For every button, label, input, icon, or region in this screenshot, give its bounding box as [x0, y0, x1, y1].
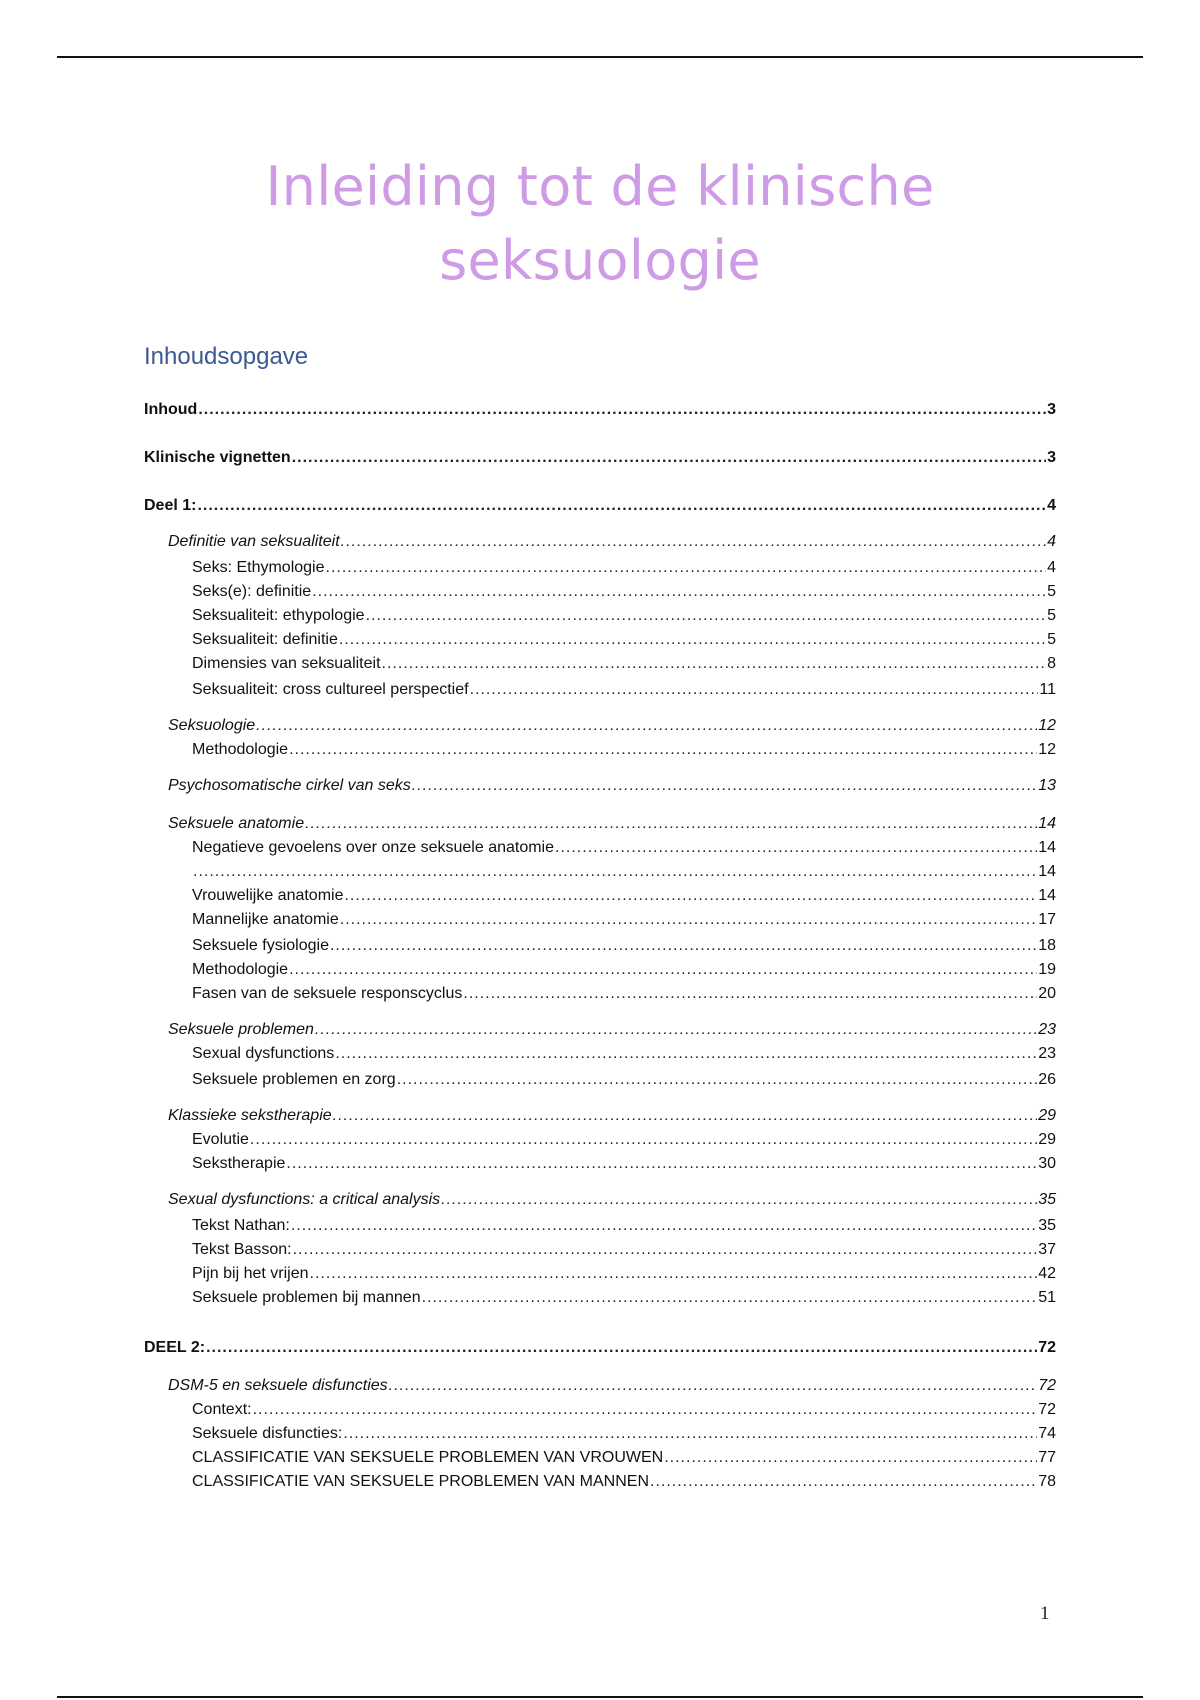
- toc-entry-page: 30: [1038, 1155, 1056, 1172]
- toc-entry-page: 17: [1038, 911, 1056, 928]
- toc-entry-label: Inhoud: [144, 401, 198, 418]
- toc-entry-page: 3: [1047, 401, 1056, 418]
- toc-entry-label: Psychosomatische cirkel van seks: [168, 777, 411, 794]
- toc-entry[interactable]: [192, 886, 1056, 906]
- toc-leader-dots: [341, 532, 1046, 552]
- toc-entry-page: 72: [1038, 1401, 1056, 1418]
- toc-entry[interactable]: [192, 1400, 1056, 1420]
- toc-leader-dots: [312, 582, 1046, 602]
- toc-leader-dots: [555, 838, 1037, 858]
- toc-entry[interactable]: [144, 400, 1056, 420]
- toc-entry[interactable]: [192, 862, 1056, 882]
- toc-leader-dots: [326, 558, 1047, 578]
- toc-leader-dots: [463, 984, 1037, 1004]
- toc-entry-label: Sexual dysfunctions: a critical analysis: [168, 1191, 441, 1208]
- toc-entry-label: Tekst Basson:: [192, 1241, 292, 1258]
- toc-entry[interactable]: [168, 776, 1056, 796]
- toc-leader-dots: [250, 1130, 1037, 1150]
- toc-entry[interactable]: [192, 1070, 1056, 1090]
- toc-entry-label: Pijn bij het vrijen: [192, 1265, 309, 1282]
- toc-entry-page: 78: [1038, 1473, 1056, 1490]
- page-number: 1: [1040, 1603, 1050, 1624]
- toc-entry[interactable]: [192, 838, 1056, 858]
- toc-heading: Inhoudsopgave: [144, 343, 309, 370]
- toc-leader-dots: [330, 936, 1037, 956]
- toc-leader-dots: [650, 1472, 1037, 1492]
- toc-entry[interactable]: [192, 984, 1056, 1004]
- bottom-rule: [57, 1696, 1143, 1698]
- toc-leader-dots: [382, 654, 1047, 674]
- toc-entry[interactable]: [192, 1472, 1056, 1492]
- toc-entry-page: 14: [1038, 863, 1056, 880]
- toc-entry-page: 5: [1047, 631, 1056, 648]
- toc-entry-label: Seksuele anatomie: [168, 815, 305, 832]
- toc-leader-dots: [344, 886, 1037, 906]
- toc-entry[interactable]: [192, 558, 1056, 578]
- toc-entry-page: 4: [1047, 559, 1056, 576]
- toc-leader-dots: [256, 716, 1037, 736]
- toc-leader-dots: [310, 1264, 1038, 1284]
- toc-leader-dots: [470, 680, 1039, 700]
- toc-entry[interactable]: [192, 680, 1056, 700]
- toc-entry[interactable]: [168, 1376, 1056, 1396]
- toc-leader-dots: [422, 1288, 1038, 1308]
- toc-leader-dots: [292, 448, 1046, 468]
- toc-entry-page: 12: [1038, 741, 1056, 758]
- toc-entry-page: 72: [1038, 1339, 1056, 1356]
- toc-leader-dots: [286, 1154, 1037, 1174]
- toc-entry[interactable]: [192, 630, 1056, 650]
- toc-entry-page: 4: [1047, 533, 1056, 550]
- title-line-1: Inleiding tot de klinische: [265, 155, 935, 218]
- toc-leader-dots: [206, 1338, 1037, 1358]
- toc-entry-page: 37: [1038, 1241, 1056, 1258]
- toc-entry-label: Dimensies van seksualiteit: [192, 655, 381, 672]
- toc-entry-page: 29: [1038, 1107, 1056, 1124]
- toc-entry-page: 5: [1047, 607, 1056, 624]
- toc-entry-label: Seksuele problemen bij mannen: [192, 1289, 421, 1306]
- toc-leader-dots: [343, 1424, 1037, 1444]
- toc-entry[interactable]: [192, 1288, 1056, 1308]
- toc-entry[interactable]: [144, 448, 1056, 468]
- toc-entry-label: Deel 1:: [144, 497, 197, 514]
- toc-entry-label: Methodologie: [192, 741, 289, 758]
- toc-entry-page: 5: [1047, 583, 1056, 600]
- toc-entry-label: DSM-5 en seksuele disfuncties: [168, 1377, 388, 1394]
- toc-entry[interactable]: [192, 582, 1056, 602]
- toc-entry-label: DEEL 2:: [144, 1339, 206, 1356]
- toc-leader-dots: [315, 1020, 1037, 1040]
- toc-leader-dots: [340, 910, 1037, 930]
- toc-entry-page: 14: [1038, 815, 1056, 832]
- toc-entry[interactable]: [192, 936, 1056, 956]
- toc-entry-label: Seksualiteit: ethypologie: [192, 607, 365, 624]
- toc-leader-dots: [335, 1044, 1037, 1064]
- toc-leader-dots: [253, 1400, 1038, 1420]
- toc-entry-label: Seksuele problemen: [168, 1021, 314, 1038]
- toc-entry[interactable]: [144, 1338, 1056, 1358]
- toc-entry[interactable]: [192, 606, 1056, 626]
- toc-entry[interactable]: [168, 814, 1056, 834]
- toc-entry[interactable]: [192, 1240, 1056, 1260]
- toc-entry-page: 20: [1038, 985, 1056, 1002]
- toc-entry-label: Seksuele problemen en zorg: [192, 1071, 396, 1088]
- toc-leader-dots: [333, 1106, 1038, 1126]
- toc-entry-label: Definitie van seksualiteit: [168, 533, 340, 550]
- toc-entry[interactable]: [192, 960, 1056, 980]
- toc-entry[interactable]: [192, 910, 1056, 930]
- toc-entry-page: 8: [1047, 655, 1056, 672]
- toc-entry-label: Seksuologie: [168, 717, 256, 734]
- toc-leader-dots: [664, 1448, 1037, 1468]
- toc-entry-page: 14: [1038, 887, 1056, 904]
- toc-entry-label: Seksualiteit: definitie: [192, 631, 338, 648]
- toc-entry-label: Fasen van de seksuele responscyclus: [192, 985, 463, 1002]
- toc-entry-label: Klassieke sekstherapie: [168, 1107, 332, 1124]
- toc-entry-label: Sekstherapie: [192, 1155, 286, 1172]
- toc-entry[interactable]: [144, 496, 1056, 516]
- toc-entry[interactable]: [168, 1106, 1056, 1126]
- toc-leader-dots: [389, 1376, 1038, 1396]
- toc-entry-page: 12: [1038, 717, 1056, 734]
- toc-entry[interactable]: [168, 532, 1056, 552]
- toc-entry-page: 72: [1038, 1377, 1056, 1394]
- toc-entry-page: 14: [1038, 839, 1056, 856]
- toc-entry[interactable]: [192, 1154, 1056, 1174]
- toc-entry-page: 18: [1038, 937, 1056, 954]
- toc-leader-dots: [366, 606, 1047, 626]
- toc-entry-page: 4: [1047, 497, 1056, 514]
- toc-entry-label: Tekst Nathan:: [192, 1217, 290, 1234]
- toc-entry-label: Evolutie: [192, 1131, 249, 1148]
- toc-entry[interactable]: [192, 654, 1056, 674]
- toc-entry[interactable]: [192, 1424, 1056, 1444]
- toc-leader-dots: [305, 814, 1037, 834]
- toc-entry-label: Methodologie: [192, 961, 289, 978]
- toc-entry[interactable]: [192, 1044, 1056, 1064]
- document-title: [0, 150, 1200, 298]
- toc-entry[interactable]: [192, 1448, 1056, 1468]
- toc-entry-label: Sexual dysfunctions: [192, 1045, 335, 1062]
- toc-entry-label: Klinische vignetten: [144, 449, 291, 466]
- toc-leader-dots: [412, 776, 1037, 796]
- toc-leader-dots: [441, 1190, 1037, 1210]
- toc-entry-page: 11: [1039, 681, 1056, 698]
- toc-entry[interactable]: [168, 1190, 1056, 1210]
- toc-entry-page: 26: [1038, 1071, 1056, 1088]
- toc-entry-page: 35: [1038, 1217, 1056, 1234]
- toc-leader-dots: [289, 740, 1037, 760]
- toc-entry-page: 23: [1038, 1045, 1056, 1062]
- toc-entry-page: 77: [1038, 1449, 1056, 1466]
- toc-entry-label: Seks(e): definitie: [192, 583, 312, 600]
- toc-entry-page: 51: [1038, 1289, 1056, 1306]
- toc-leader-dots: [397, 1070, 1038, 1090]
- top-rule: [57, 56, 1143, 58]
- toc-entry[interactable]: [192, 740, 1056, 760]
- toc-entry[interactable]: [192, 1264, 1056, 1284]
- title-line-2: seksuologie: [439, 229, 761, 292]
- toc-leader-dots: [193, 862, 1037, 882]
- toc-entry-page: 74: [1038, 1425, 1056, 1442]
- toc-entry-label: CLASSIFICATIE VAN SEKSUELE PROBLEMEN VAN MANNEN: [192, 1473, 649, 1490]
- toc-entry-label: CLASSIFICATIE VAN SEKSUELE PROBLEMEN VAN VROUWEN: [192, 1449, 664, 1466]
- toc-entry[interactable]: [168, 1020, 1056, 1040]
- toc-entry-label: Seksuele fysiologie: [192, 937, 329, 954]
- toc-entry-page: 35: [1038, 1191, 1056, 1208]
- toc-entry[interactable]: [192, 1130, 1056, 1150]
- toc-entry-page: 29: [1038, 1131, 1056, 1148]
- toc-entry-page: 19: [1038, 961, 1056, 978]
- toc-entry-page: 13: [1038, 777, 1056, 794]
- toc-entry-label: Seksualiteit: cross cultureel perspectief: [192, 681, 469, 698]
- toc-leader-dots: [289, 960, 1037, 980]
- toc-leader-dots: [339, 630, 1046, 650]
- toc-entry-page: 42: [1038, 1265, 1056, 1282]
- toc-entry-label: Seks: Ethymologie: [192, 559, 325, 576]
- toc-entry-label: Negatieve gevoelens over onze seksuele anatomie: [192, 839, 555, 856]
- toc-leader-dots: [198, 400, 1046, 420]
- toc-entry-page: 23: [1038, 1021, 1056, 1038]
- toc-entry-label: Context:: [192, 1401, 252, 1418]
- toc-entry-label: Mannelijke anatomie: [192, 911, 339, 928]
- toc-entry-label: Seksuele disfuncties:: [192, 1425, 343, 1442]
- toc-entry-page: 3: [1047, 449, 1056, 466]
- toc-leader-dots: [291, 1216, 1037, 1236]
- toc-leader-dots: [293, 1240, 1038, 1260]
- toc-leader-dots: [197, 496, 1046, 516]
- toc-entry[interactable]: [192, 1216, 1056, 1236]
- toc-entry[interactable]: [168, 716, 1056, 736]
- toc-entry-label: Vrouwelijke anatomie: [192, 887, 344, 904]
